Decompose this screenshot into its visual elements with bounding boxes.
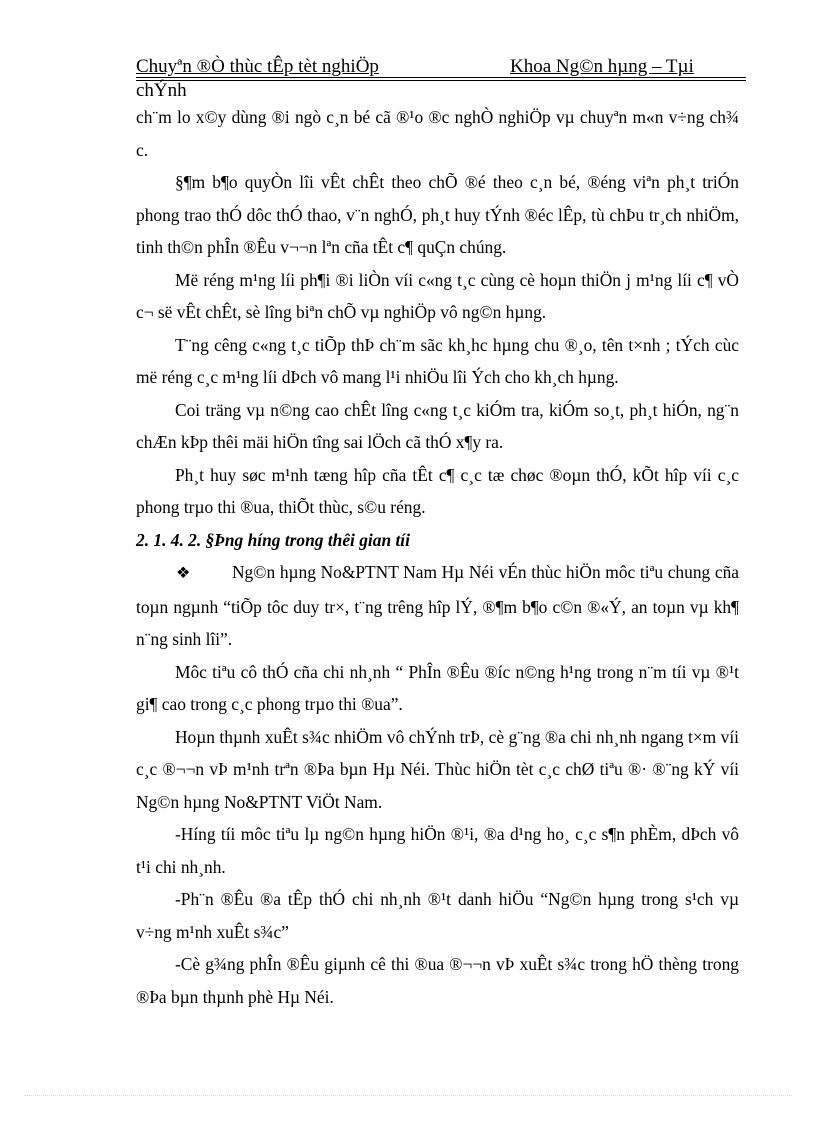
paragraph: T¨ng cêng c«ng t¸c tiÕp thÞ ch¨m sãc kh¸hc hµng chu ®¸o, tên t×nh ; tÝch cùc më réng c¸c m¹ng líi dÞch vô mang l¹i nhiÖu lîi Ých cho kh¸ch hµng.	[136, 334, 739, 387]
paragraph: Môc tiªu cô thÓ cña chi nh¸nh “ PhÎn ®Êu ®íc n©ng h¹ng trong n¨m tíi vµ ®¹t gi¶ cao trong c¸c phong trµo thi ®ua”.	[136, 661, 739, 714]
header-rule-double	[136, 80, 746, 81]
header-thesis-title: Chuyªn ®Ò thùc tÊp tèt nghiÖp	[136, 56, 379, 77]
paragraph: Më réng m¹ng líi ph¶i ®i liÒn víi c«ng t¸c cùng cè hoµn thiÖn j m¹ng líi c¶ vÒ c¬ së vÊt chÊt, sè lîng biªn chÕ vµ nghiÖp vô ng©n hµng.	[136, 269, 739, 322]
diamond-bullet-icon: ❖	[176, 565, 191, 582]
paragraph: -Cè g¾ng phÎn ®Êu giµnh cê thi ®ua ®¬¬n vÞ xuÊt s¾c trong hÖ thèng trong ®Þa bµn thµnh phè Hµ Néi.	[136, 954, 739, 1007]
paragraph: -Híng tíi môc tiªu lµ ng©n hµng hiÖn ®¹i, ®a d¹ng ho¸ c¸c s¶n phÈm, dÞch vô t¹i chi nh¸nh.	[136, 824, 739, 877]
header-faculty-name: Khoa Ng©n hµng – Tµi	[510, 56, 694, 77]
header-faculty-continuation: chÝnh	[136, 80, 187, 101]
paragraph: -Ph¨n ®Êu ®a tÊp thÓ chi nh¸nh ®¹t danh hiÖu “Ng©n hµng trong s¹ch vµ v÷ng m¹nh xuÊt s¾c”	[136, 889, 739, 942]
bullet-paragraph	[136, 556, 739, 656]
footer-dotted-rule	[24, 1095, 792, 1096]
header-rule	[136, 77, 746, 78]
document-body	[136, 101, 739, 1013]
paragraph: Hoµn thµnh xuÊt s¾c nhiÖm vô chÝnh trÞ, cè g¨ng ®a chi nh¸nh ngang t×m víi c¸c ®¬¬n vÞ m¹nh trªn ®Þa bµn Hµ Néi. Thùc hiÖn tèt c¸c chØ tiªu ®· ®¨ng kÝ víi Ng©n hµng No&PTNT ViÖt Nam.	[136, 726, 739, 812]
paragraph: §¶m b¶o quyÒn lîi vÊt chÊt theo chÕ ®é theo c¸n bé, ®éng viªn ph¸t triÓn phong trao thÓ dôc thÓ thao, v¨n nghÓ, ph¸t huy tÝnh ®éc lÊp, tù chÞu tr¸ch nhiÖm, tinh th©n phÎn ®Êu v¬¬n lªn cña tÊt c¶ quÇn chúng.	[136, 172, 739, 257]
section-heading: 2. 1. 4. 2. §Þng híng trong thêi gian tíi	[136, 529, 410, 550]
paragraph: Ph¸t huy søc m¹nh tæng hîp cña tÊt c¶ c¸c tæ chøc ®oµn thÓ, kÕt hîp víi c¸c phong trµo thi ®ua, thiÕt thùc, s©u réng.	[136, 464, 739, 517]
paragraph: ch¨m lo x©y dùng ®i ngò c¸n bé cã ®¹o ®c nghÒ nghiÖp vµ chuyªn m«n v÷ng ch¾ c.	[136, 107, 739, 160]
paragraph: Coi träng vµ n©ng cao chÊt lîng c«ng t¸c kiÓm tra, kiÓm so¸t, ph¸t hiÓn, ng¨n chÆn kÞp thêi mäi hiÖn tîng sai lÖch cã thÓ x¶y ra.	[136, 399, 739, 452]
bullet-text: Ng©n hµng No&PTNT Nam Hµ Néi vÉn thùc hiÖn môc tiªu chung cña toµn ngµnh “tiÕp tôc duy tr×, t¨ng trêng hîp lÝ, ®¶m b¶o c©n ®«Ý, an toµn vµ kh¶ n¨ng sinh lîi”.	[136, 562, 739, 649]
